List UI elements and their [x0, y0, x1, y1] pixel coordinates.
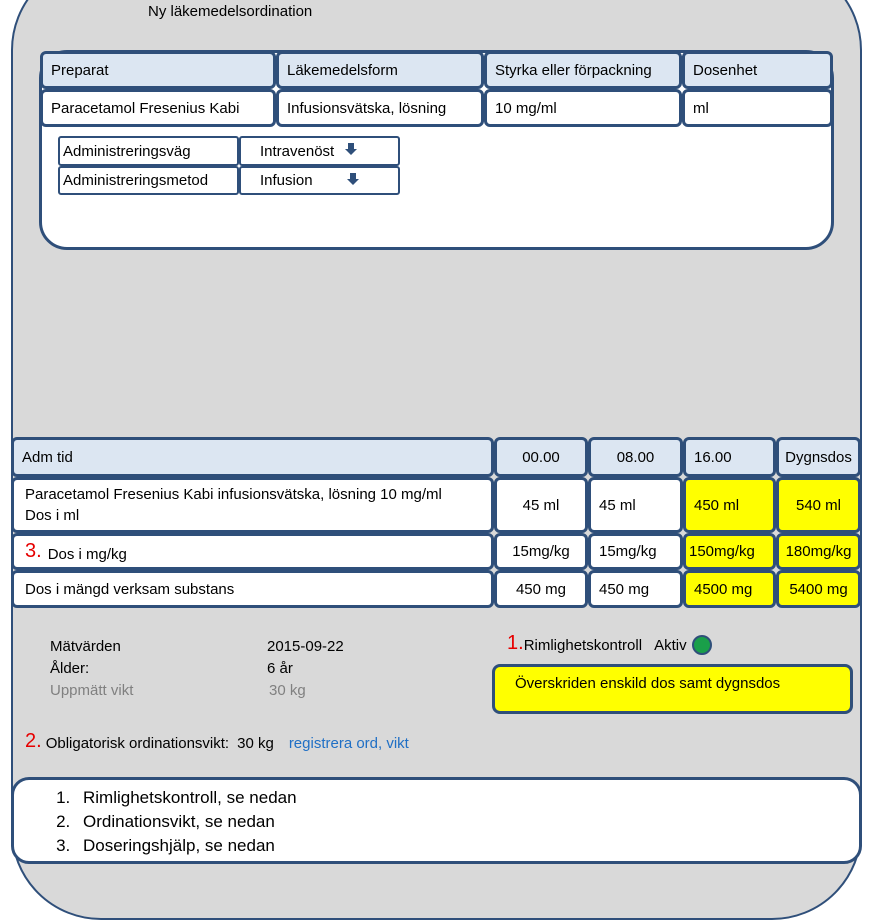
dose-ml-1600[interactable]: 450 ml: [683, 477, 776, 533]
register-weight-link[interactable]: registrera ord, vikt: [288, 734, 409, 752]
dose-mgkg-row-label: [11, 533, 494, 570]
dose-ml-row-product: Paracetamol Fresenius Kabi infusionsvätska, lösning 10 mg/ml: [25, 486, 442, 503]
list-item: 2. Ordinationsvikt, se nedan: [75, 810, 859, 834]
header-lakemedelsform: Läkemedelsform: [276, 51, 484, 89]
page-title: Ny läkemedelsordination: [148, 3, 313, 20]
mandatory-weight: [25, 730, 409, 753]
arrow-down-icon: [346, 172, 360, 190]
dose-ml-0800[interactable]: 45 ml: [588, 477, 683, 533]
measurements-date: 2015-09-22: [267, 638, 344, 655]
measured-weight-label: Uppmätt vikt: [50, 682, 134, 699]
dose-mg-1600[interactable]: 4500 mg: [683, 570, 776, 608]
plausibility-check: [507, 631, 712, 655]
dose-ml-total: 540 ml: [776, 477, 861, 533]
value-lakemedelsform: Infusionsvätska, lösning: [276, 89, 484, 127]
method-select-value: Infusion: [260, 172, 313, 189]
notes-list: [14, 786, 859, 858]
value-preparat: Paracetamol Fresenius Kabi: [40, 89, 276, 127]
list-item: 1. Rimlighetskontroll, se nedan: [75, 786, 859, 810]
mandatory-weight-label: Obligatorisk ordinationsvikt:: [45, 734, 230, 752]
measured-weight-value: 30 kg: [269, 682, 306, 699]
method-select[interactable]: [239, 166, 400, 195]
value-dosenhet: ml: [682, 89, 833, 127]
value-styrka: 10 mg/ml: [484, 89, 682, 127]
marker-1: 1.: [507, 631, 524, 654]
route-label: Administreringsväg: [58, 136, 239, 166]
plausibility-status: Aktiv: [654, 636, 687, 654]
dose-mgkg-total: 180mg/kg: [776, 533, 861, 570]
time-1600: 16.00: [683, 437, 776, 477]
marker-2: 2.: [25, 730, 42, 752]
dose-mg-total: 5400 mg: [776, 570, 861, 608]
header-dosenhet: Dosenhet: [682, 51, 833, 89]
list-item: 3. Doseringshjälp, se nedan: [75, 834, 859, 858]
dose-mgkg-1600[interactable]: 150mg/kg: [683, 533, 776, 570]
header-preparat: Preparat: [40, 51, 276, 89]
dose-mg-0000[interactable]: 450 mg: [494, 570, 588, 608]
time-0800: 08.00: [588, 437, 683, 477]
plausibility-check-label: Rimlighetskontroll: [523, 636, 643, 654]
daily-dose-header: Dygnsdos: [776, 437, 861, 477]
plausibility-warning: Överskriden enskild dos samt dygnsdos: [492, 664, 853, 714]
dose-mg-row-label: Dos i mängd verksam substans: [11, 570, 494, 608]
notes-panel: [11, 777, 862, 864]
age-value: 6 år: [267, 660, 293, 677]
dose-ml-row-label: [11, 477, 494, 533]
marker-3: 3.: [25, 540, 42, 562]
dose-ml-0000[interactable]: 45 ml: [494, 477, 588, 533]
mandatory-weight-value: 30 kg: [237, 734, 274, 752]
dose-mgkg-0800[interactable]: 15mg/kg: [588, 533, 683, 570]
dose-mgkg-0000[interactable]: 15mg/kg: [494, 533, 588, 570]
header-styrka: Styrka eller förpackning: [484, 51, 682, 89]
route-select[interactable]: [239, 136, 400, 166]
dose-mgkg-label: Dos i mg/kg: [47, 545, 127, 563]
route-select-value: Intravenöst: [260, 142, 335, 160]
age-label: Ålder:: [50, 660, 90, 677]
dose-mg-0800[interactable]: 450 mg: [588, 570, 683, 608]
dose-ml-row-unit: Dos i ml: [25, 507, 80, 524]
status-indicator-icon: [692, 635, 712, 655]
method-label: Administreringsmetod: [58, 166, 239, 195]
dose-table-header-label: Adm tid: [11, 437, 494, 477]
arrow-down-icon: [344, 142, 358, 160]
measurements-title: Mätvärden: [50, 638, 121, 655]
time-0000: 00.00: [494, 437, 588, 477]
